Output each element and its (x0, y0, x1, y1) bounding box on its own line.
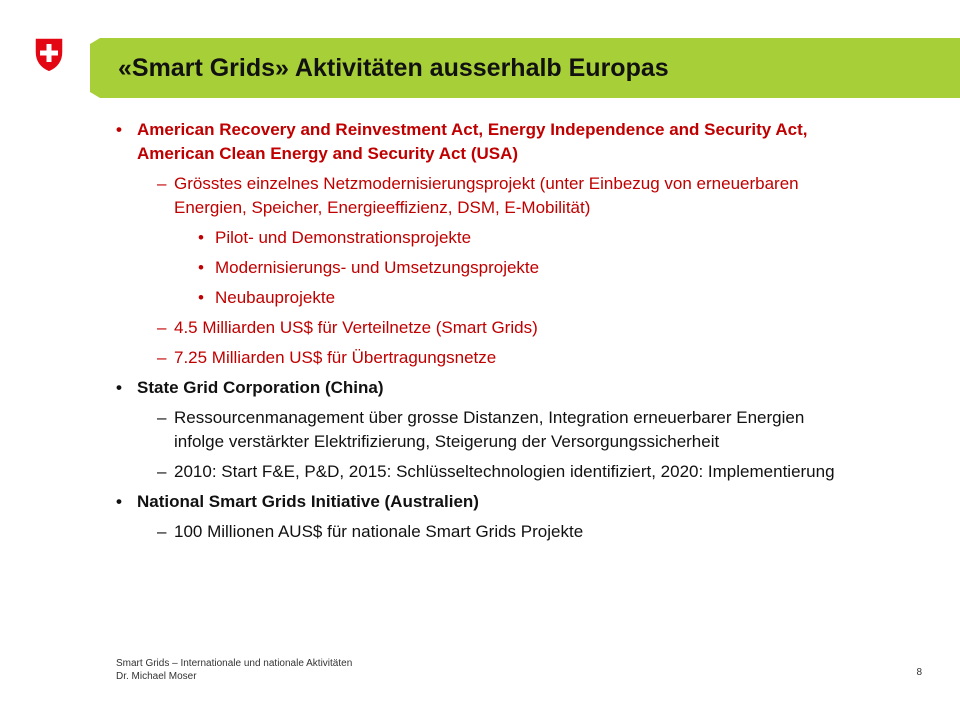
list-item-text: American Recovery and Reinvestment Act, Energy Independence and Security Act, American Clean Energy and Security Act (USA) (137, 120, 808, 163)
dash-marker: – (157, 174, 167, 193)
bullet-marker: • (198, 258, 204, 277)
list-item-text: Pilot- und Demonstrationsprojekte (215, 228, 472, 247)
slide-title: «Smart Grids» Aktivitäten ausserhalb Europas (118, 54, 669, 82)
bullet-marker: • (198, 228, 204, 247)
dash-marker: – (157, 522, 167, 541)
list-item-modernisierung (0, 256, 835, 280)
list-item-netzmodernisierung (0, 172, 854, 220)
list-item-uebertragungsnetze (0, 346, 854, 370)
list-item-text: National Smart Grids Initiative (Australien) (137, 492, 479, 511)
bullet-list (0, 118, 960, 544)
bullet-marker: • (116, 492, 122, 511)
swiss-cross-shield-icon (32, 36, 66, 74)
list-item-text: State Grid Corporation (China) (137, 378, 384, 397)
list-item-australien (0, 490, 837, 514)
list-item-pilot (0, 226, 835, 250)
list-item-verteilnetze (0, 316, 854, 340)
list-item-text: Ressourcenmanagement über grosse Distanzen, Integration erneuerbarer Energien infolge verstärkter Elektrifizierung, Steigerung der Versorgungssicherheit (174, 408, 805, 451)
list-item-aus-funding (0, 520, 854, 544)
list-item-ressourcenmanagement (0, 406, 854, 454)
list-item-text: Neubauprojekte (215, 288, 336, 307)
list-item-text: 2010: Start F&E, P&D, 2015: Schlüsseltechnologien identifiziert, 2020: Implementierung (174, 462, 835, 481)
list-item-usa (0, 118, 837, 166)
footer-title: Smart Grids – Internationale und nationale Aktivitäten (116, 658, 353, 669)
list-item-text: 4.5 Milliarden US$ für Verteilnetze (Smart Grids) (174, 318, 538, 337)
dash-marker: – (157, 348, 167, 367)
footer (116, 657, 352, 683)
bullet-marker: • (198, 288, 204, 307)
list-item-china (0, 376, 837, 400)
page-number: 8 (916, 667, 922, 678)
list-item-timeline (0, 460, 854, 484)
list-item-text: 7.25 Milliarden US$ für Übertragungsnetze (174, 348, 497, 367)
dash-marker: – (157, 462, 167, 481)
dash-marker: – (157, 318, 167, 337)
bullet-marker: • (116, 378, 122, 397)
dash-marker: – (157, 408, 167, 427)
list-item-text: Modernisierungs- und Umsetzungsprojekte (215, 258, 540, 277)
footer-author: Dr. Michael Moser (116, 671, 197, 682)
list-item-text: 100 Millionen AUS$ für nationale Smart Grids Projekte (174, 522, 584, 541)
list-item-neubau (0, 286, 835, 310)
list-item-text: Grösstes einzelnes Netzmodernisierungsprojekt (unter Einbezug von erneuerbaren Energien, Speicher, Energieeffizienz, DSM, E-Mobilität) (174, 174, 799, 217)
bullet-marker: • (116, 120, 122, 139)
